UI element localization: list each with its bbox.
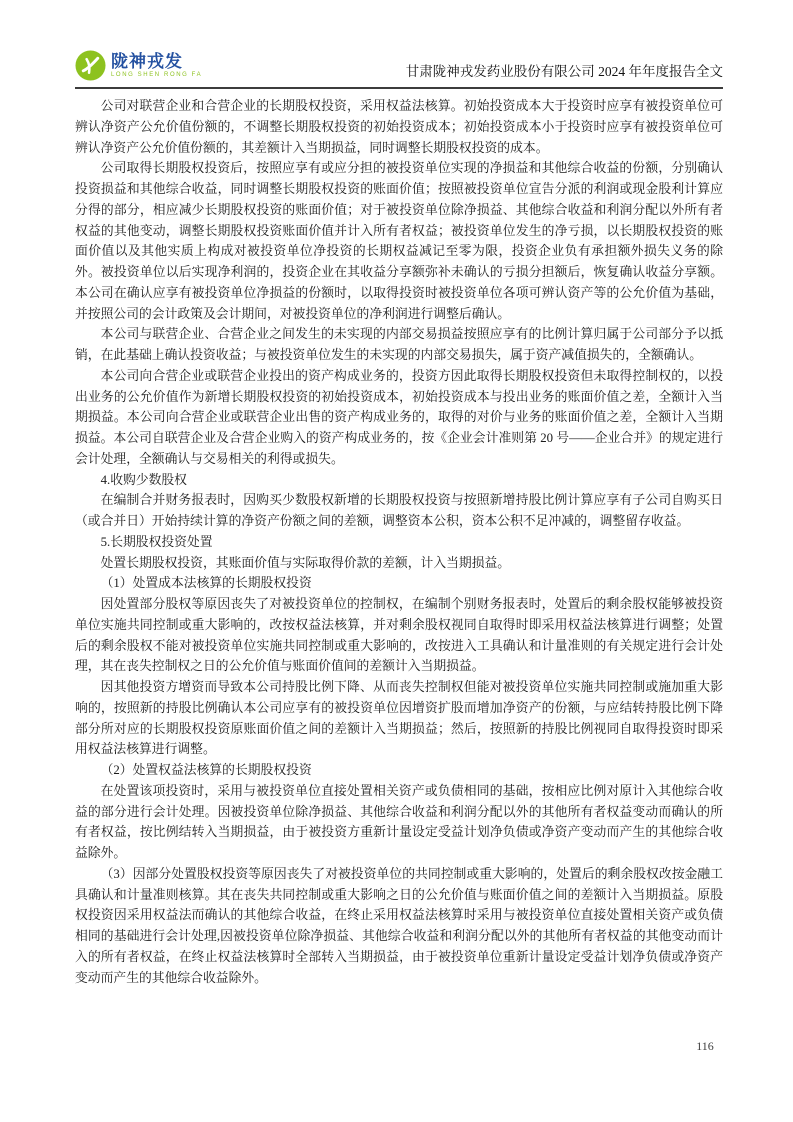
page-number: 116 bbox=[696, 1039, 714, 1053]
report-title: 甘肃陇神戎发药业股份有限公司 2024 年年度报告全文 bbox=[405, 64, 723, 79]
body-paragraph: 处置长期股权投资，其账面价值与实际取得价款的差额，计入当期损益。 bbox=[100, 555, 511, 570]
brand-name-cn: 陇神戎发 bbox=[111, 52, 183, 71]
body-paragraph: 公司对联营企业和合营企业的长期股权投资，采用权益法核算。初始投资成本大于投资时应享有被投资单位可辨认净资产公允价值份额的，不调整长期股权投资的初始投资成本；初始投资成本小于投资时应享有被投资单位可辨认净资产公允价值份额的，其差额计入当期损益，同时调整长期股权投资的成本。 bbox=[75, 99, 723, 155]
body-paragraph: 本公司向合营企业或联营企业投出的资产构成业务的，投资方因此取得长期股权投资但未取得控制权的，以投出业务的公允价值作为新增长期股权投资的初始投资成本，初始投资成本与投出业务的账面价值之差，全额计入当期损益。本公司向合营企业或联营企业出售的资产构成业务的，取得的对价与业务的账面价值之差，全额计入当期损益。本公司自联营企业及合营企业购入的资产构成业务的，按《企业会计准则第 20 号——企业合并》的规定进行会计处理，全额确认与交易相关的利得或损失。 bbox=[75, 368, 723, 466]
body-paragraph: 在处置该项投资时，采用与被投资单位直接处置相关资产或负债相同的基础，按相应比例对原计入其他综合收益的部分进行会计处理。因被投资单位除净损益、其他综合收益和利润分配以外的其他所有者权益变动而确认的所有者权益，按比例结转入当期损益，由于被投资方重新计量设定受益计划净负债或净资产变动而产生的其他综合收益除外。 bbox=[75, 783, 723, 860]
body-paragraph: 公司取得长期股权投资后，按照应享有或应分担的被投资单位实现的净损益和其他综合收益的份额，分别确认投资损益和其他综合收益，同时调整长期股权投资的账面价值；按照被投资单位宣告分派的利润或现金股利计算应分得的部分，相应减少长期股权投资的账面价值；对于被投资单位除净损益、其他综合收益和利润分配以外所有者权益的其他变动，调整长期股权投资账面价值并计入所有者权益；被投资单位发生的净亏损，以长期股权投资的账面价值以及其他实质上构成对被投资单位净投资的长期权益减记至零为限，投资企业负有承担额外损失义务的除外。被投资单位以后实现净利润的，投资企业在其收益分享额弥补未确认的亏损分担额后，恢复确认收益分享额。本公司在确认应享有被投资单位净损益的份额时，以取得投资时被投资单位各项可辨认资产等的公允价值为基础，并按照公司的会计政策及会计期间，对被投资单位的净利润进行调整后确认。 bbox=[75, 161, 723, 321]
body-paragraph: 因处置部分股权等原因丧失了对被投资单位的控制权，在编制个别财务报表时，处置后的剩余股权能够被投资单位实施共同控制或重大影响的，改按权益法核算，并对剩余股权视同自取得时即采用权益法核算进行调整；处置后的剩余股权不能对被投资单位实施共同控制或重大影响的，改按进入工具确认和计量准则的有关规定进行会计处理，其在丧失控制权之日的公允价值与账面价值间的差额计入当期损益。 bbox=[75, 597, 723, 674]
brand-text bbox=[111, 53, 202, 78]
section-heading: （1）处置成本法核算的长期股权投资 bbox=[100, 576, 312, 591]
section-heading: 5.长期股权投资处置 bbox=[100, 534, 213, 549]
section-heading: 4.收购少数股权 bbox=[100, 472, 187, 487]
logo-icon bbox=[75, 50, 106, 81]
body-paragraph: （3）因部分处置股权投资等原因丧失了对被投资单位的共同控制或重大影响的，处置后的剩余股权改按金融工具确认和计量准则核算。其在丧失共同控制或重大影响之日的公允价值与账面价值之间的差额计入当期损益。原股权投资因采用权益法而确认的其他综合收益，在终止采用权益法核算时采用与被投资单位直接处置相关资产或负债相同的基础进行会计处理,因被投资单位除净损益、其他综合收益和利润分配以外的其他所有者权益的其他变动而计入的所有者权益，在终止权益法核算时全部转入当期损益，由于被投资单位重新计量设定受益计划净负债或净资产变动而产生的其他综合收益除外。 bbox=[75, 866, 723, 985]
body-paragraph: 在编制合并财务报表时，因购买少数股权新增的长期股权投资与按照新增持股比例计算应享有子公司自购买日（或合并日）开始持续计算的净资产份额之间的差额，调整资本公积，资本公积不足冲减的，调整留存收益。 bbox=[75, 493, 723, 528]
company-logo bbox=[75, 50, 202, 87]
brand-name-en: LONG SHEN RONG FA bbox=[111, 72, 203, 78]
page-header bbox=[75, 43, 723, 89]
body-paragraph: 本公司与联营企业、合营企业之间发生的未实现的内部交易损益按照应享有的比例计算归属于公司部分予以抵销，在此基础上确认投资收益；与被投资单位发生的未实现的内部交易损失，属于资产减值损失的，全额确认。 bbox=[75, 327, 723, 362]
section-heading: （2）处置权益法核算的长期股权投资 bbox=[100, 763, 312, 777]
body-paragraph: 因其他投资方增资而导致本公司持股比例下降、从而丧失控制权但能对被投资单位实施共同控制或施加重大影响的，按照新的持股比例确认本公司应享有的被投资单位因增资扩股而增加净资产的份额，与应结转持股比例下降部分所对应的长期股权投资原账面价值之间的差额计入当期损益；然后，按照新的持股比例视同自取得投资时即采用权益法核算进行调整。 bbox=[75, 680, 723, 757]
body-content bbox=[75, 96, 723, 988]
